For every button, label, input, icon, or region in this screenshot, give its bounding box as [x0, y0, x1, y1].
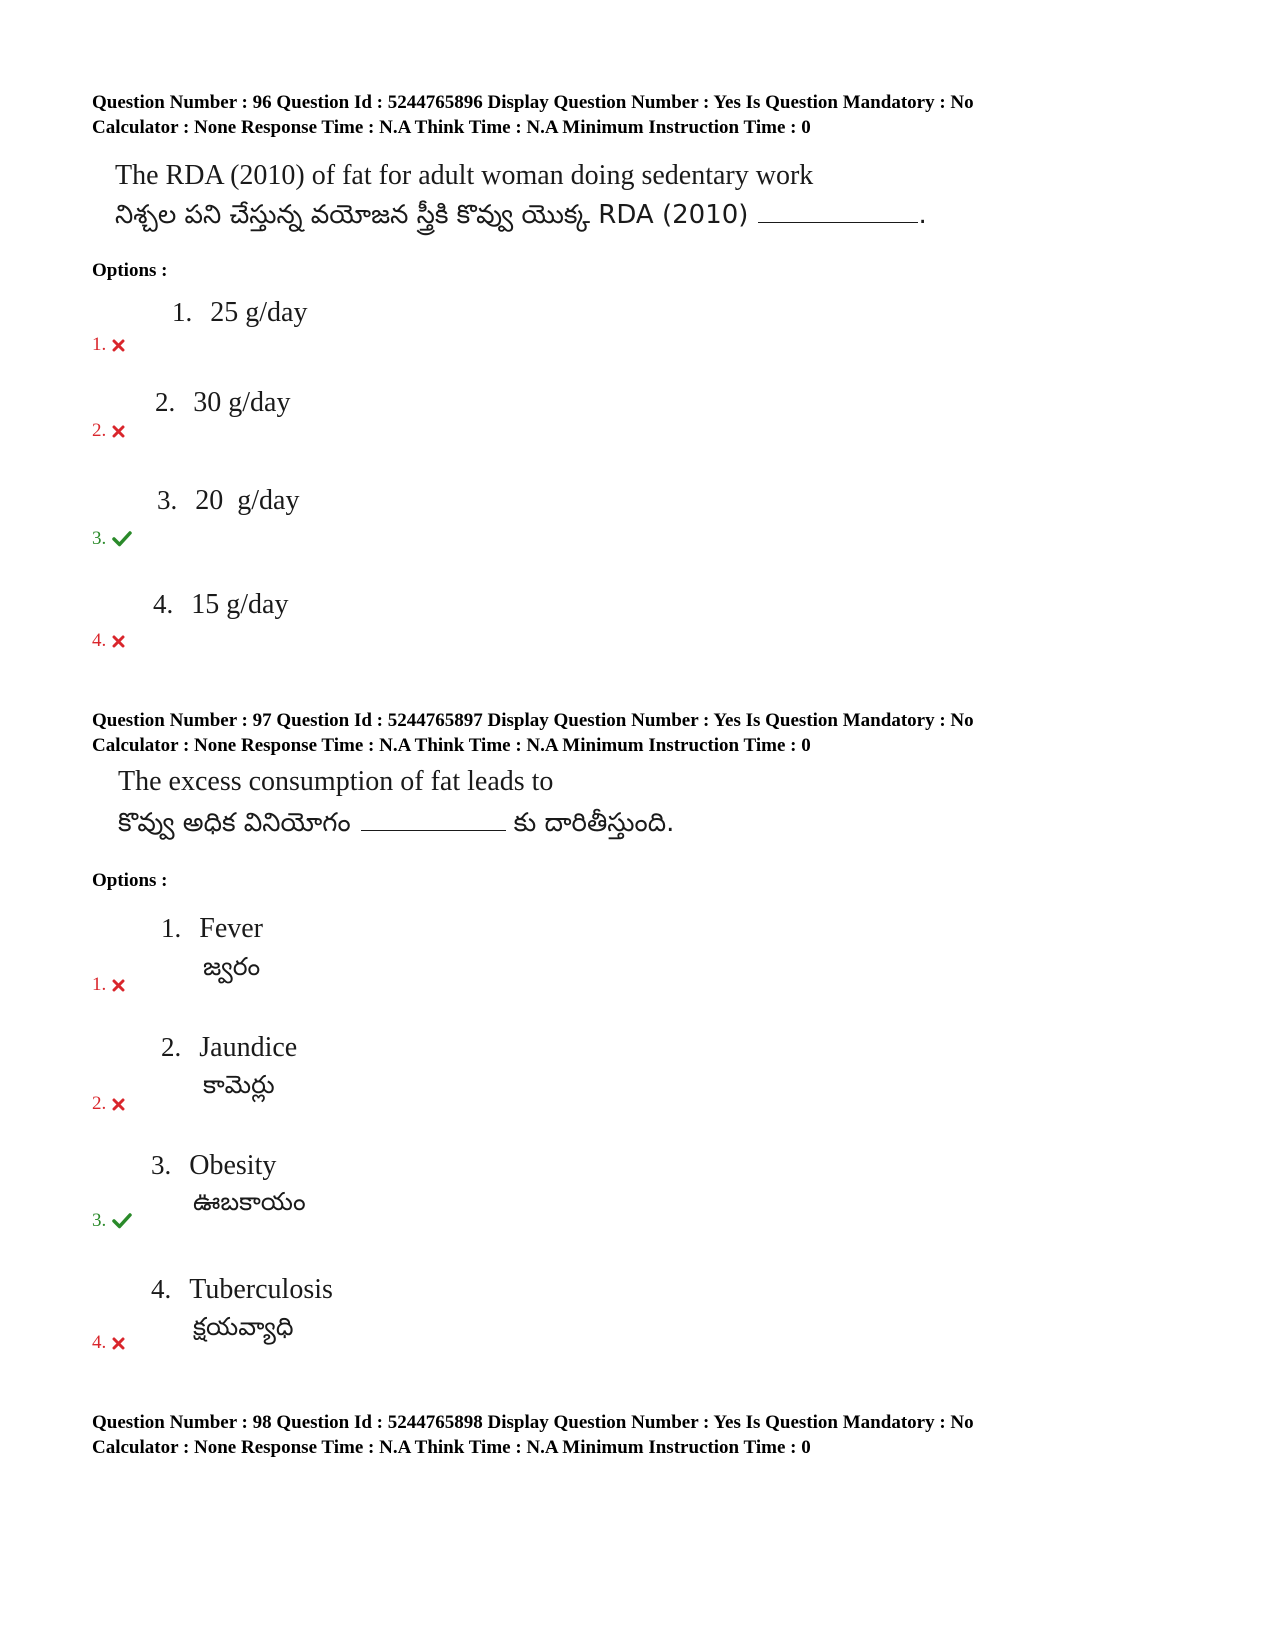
- question-96-meta: [92, 90, 974, 140]
- question-text-te-line: [115, 200, 927, 236]
- option-item: [161, 913, 263, 945]
- question-text-en: The excess consumption of fat leads to: [118, 766, 554, 797]
- check-icon: [112, 1213, 132, 1229]
- options-label: Options :: [92, 870, 168, 891]
- option-marker: [92, 1210, 132, 1232]
- cross-icon: [112, 635, 125, 648]
- question-meta-line2: Calculator : None Response Time : N.A Think Time : N.A Minimum Instruction Time : 0: [92, 117, 811, 138]
- question-text-te-line: [118, 808, 674, 844]
- cross-icon: [112, 339, 125, 352]
- cross-icon: [112, 425, 125, 438]
- option-marker: [92, 630, 125, 652]
- option-text: Fever: [199, 913, 264, 944]
- option-marker-number: 3.: [92, 528, 107, 549]
- option-item: [157, 485, 299, 517]
- option-marker-number: 2.: [92, 1093, 107, 1114]
- question-97-meta: [92, 708, 974, 758]
- option-text-te: క్షయవ్యాధి: [193, 1312, 294, 1341]
- option-item: [153, 589, 288, 621]
- option-text: 15 g/day: [191, 589, 289, 620]
- option-marker: [92, 420, 125, 442]
- question-meta-line2: Calculator : None Response Time : N.A Think Time : N.A Minimum Instruction Time : 0: [92, 1437, 811, 1458]
- option-marker: [92, 974, 125, 996]
- option-marker-number: 4.: [92, 1332, 107, 1353]
- option-number: 2.: [161, 1032, 182, 1062]
- option-text-te: కామెర్లు: [203, 1070, 275, 1099]
- option-number: 4.: [153, 589, 174, 619]
- option-marker: [92, 1093, 125, 1115]
- option-item: [172, 297, 307, 329]
- answer-blank: [361, 829, 506, 831]
- option-marker: [92, 1332, 125, 1354]
- option-marker-number: 4.: [92, 630, 107, 651]
- options-label: Options :: [92, 260, 168, 281]
- cross-icon: [112, 1098, 125, 1111]
- option-number: 1.: [172, 297, 193, 327]
- question-text-te: నిశ్చల పని చేస్తున్న వయోజన స్త్రీకి కొవ్వు యొక్క RDA (2010): [115, 200, 749, 230]
- option-text: 25 g/day: [210, 297, 308, 328]
- check-icon: [112, 531, 132, 547]
- option-item: [161, 1032, 297, 1064]
- option-marker-number: 1.: [92, 974, 107, 995]
- question-text-te-end: కు దారితీస్తుంది.: [513, 808, 675, 838]
- option-number: 1.: [161, 913, 182, 943]
- question-meta-line1: Question Number : 96 Question Id : 5244765896 Display Question Number : Yes Is Question Mandatory : No: [92, 92, 974, 113]
- cross-icon: [112, 979, 125, 992]
- question-98-meta: [92, 1410, 974, 1460]
- option-marker: [92, 528, 132, 550]
- question-text-te-end: .: [918, 200, 927, 230]
- question-meta-line1: Question Number : 97 Question Id : 5244765897 Display Question Number : Yes Is Question Mandatory : No: [92, 710, 974, 731]
- option-marker-number: 2.: [92, 420, 107, 441]
- option-text: Tuberculosis: [189, 1274, 333, 1305]
- option-text: Jaundice: [199, 1032, 298, 1063]
- option-marker: [92, 334, 125, 356]
- answer-blank: [758, 221, 918, 223]
- option-text-te: ఊబకాయం: [193, 1187, 306, 1216]
- option-item: [155, 387, 290, 419]
- option-text-te: జ్వరం: [203, 952, 261, 981]
- option-marker-number: 3.: [92, 1210, 107, 1231]
- question-text-en: The RDA (2010) of fat for adult woman doing sedentary work: [115, 160, 814, 191]
- option-text: 20 g/day: [195, 485, 300, 516]
- option-text: Obesity: [189, 1150, 277, 1181]
- cross-icon: [112, 1337, 125, 1350]
- option-number: 2.: [155, 387, 176, 417]
- option-number: 3.: [157, 485, 178, 515]
- question-text-te: కొవ్వు అధిక వినియోగం: [118, 808, 351, 838]
- option-item: [151, 1150, 276, 1182]
- option-item: [151, 1274, 333, 1306]
- option-number: 4.: [151, 1274, 172, 1304]
- option-text: 30 g/day: [193, 387, 291, 418]
- question-meta-line1: Question Number : 98 Question Id : 5244765898 Display Question Number : Yes Is Question Mandatory : No: [92, 1412, 974, 1433]
- question-meta-line2: Calculator : None Response Time : N.A Think Time : N.A Minimum Instruction Time : 0: [92, 735, 811, 756]
- option-number: 3.: [151, 1150, 172, 1180]
- option-marker-number: 1.: [92, 334, 107, 355]
